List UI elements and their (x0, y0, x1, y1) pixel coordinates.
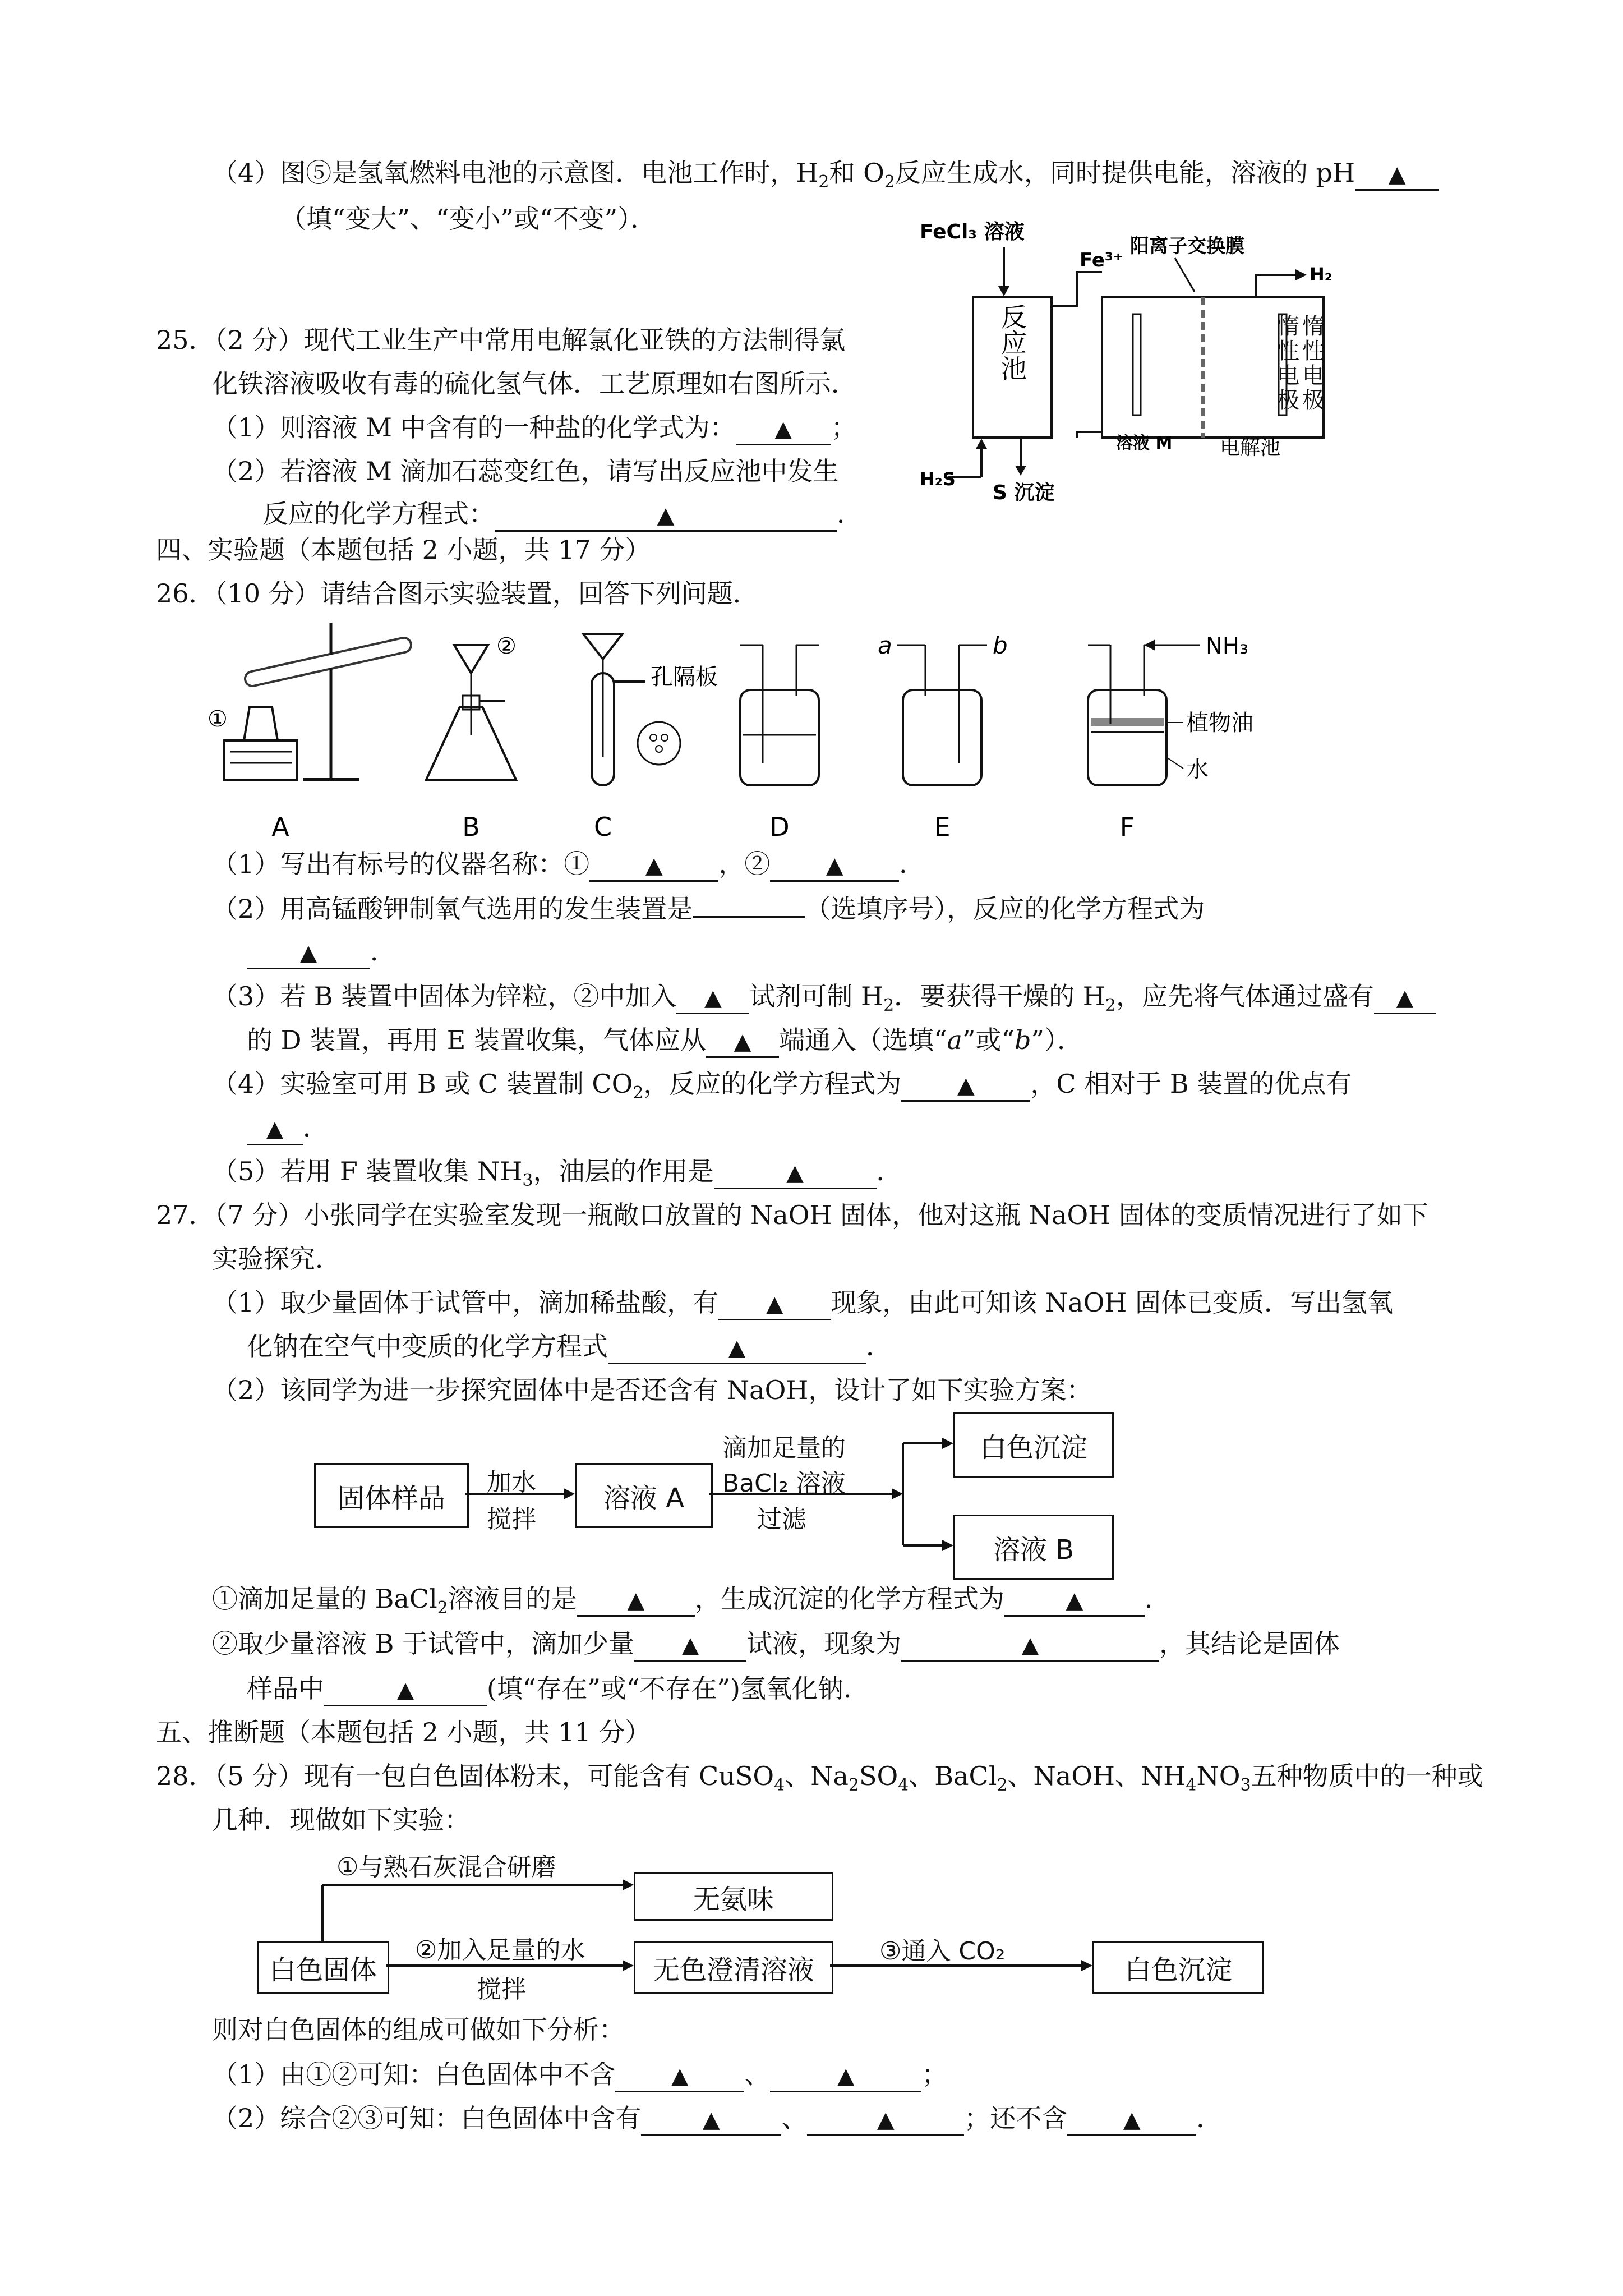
q26-part4: （4）实验室可用 B 或 C 装置制 $CO_2$，反应的化学方程式为 ▲ ，C 相对于 B 装置的优点有 (212, 1069, 1352, 1103)
porous-plate-label: 孔隔板 (651, 664, 718, 690)
label-c: C (593, 812, 612, 842)
answer-blank[interactable]: ▲ (901, 1069, 1030, 1102)
q27-head: 27．（7 分）小张同学在实验室发现一瓶敞口放置的 NaOH 固体，他对这瓶 NaOH 固体的变质情况进行了如下 (156, 1200, 1428, 1230)
h2-label: H₂ (1310, 264, 1332, 285)
inert-electrode-label-1: 惰性电极 (1277, 314, 1299, 413)
flow-step2a: ②加入足量的水 (415, 1936, 585, 1964)
flow-solid-sample: 固体样品 (314, 1463, 469, 1528)
answer-blank[interactable]: ▲ (577, 1584, 695, 1617)
answer-blank[interactable]: ▲ (247, 1113, 303, 1145)
mark-2: ② (496, 633, 517, 659)
q24-4-line1: （4）图⑤是氢氧燃料电池的示意图．电池工作时，$H_2$和 $O_2$反应生成水，同时提供电能，溶液的 pH ▲ (212, 156, 1439, 199)
flow-stir: 搅拌 (487, 1505, 536, 1534)
q26-part3: （3）若 B 装置中固体为锌粒，②中加入 ▲ 试剂可制 $H_2$．要获得干燥的 $H_2$，应先将气体通过盛有 ▲ (212, 979, 1436, 1023)
port-a-label: a (878, 632, 892, 659)
s-ppt-label: S 沉淀 (993, 481, 1055, 504)
port-b-label: b (993, 632, 1008, 659)
answer-blank[interactable]: ▲ (247, 937, 370, 969)
answer-blank[interactable]: ▲ (1374, 982, 1436, 1014)
answer-blank[interactable]: ▲ (676, 982, 749, 1014)
q28-head2: 几种．现做如下实验： (212, 1805, 470, 1835)
q24-4-line2: （填“变大”、“变小”或“不变”）． (280, 204, 657, 234)
answer-blank[interactable]: ▲ (901, 1629, 1159, 1662)
flow-white-ppt-2: 白色沉淀 (1092, 1941, 1264, 1994)
section-4-heading: 四、实验题（本题包括 2 小题，共 17 分） (156, 535, 651, 565)
answer-blank[interactable]: ▲ (770, 849, 899, 882)
q26-part2-cont: ▲ ． (247, 935, 396, 969)
flow-step1: ①与熟石灰混合研磨 (336, 1853, 556, 1881)
flow-white-ppt: 白色沉淀 (953, 1412, 1114, 1478)
answer-blank[interactable]: ▲ (324, 1674, 487, 1706)
flow-add-bacl2-2: BaCl₂ 溶液 (722, 1469, 846, 1498)
answer-blank[interactable]: ▲ (736, 413, 831, 445)
q28-part1: （1）由①②可知：白色固体中不含 ▲ 、 ▲ ； (212, 2058, 947, 2092)
flow-solution-a: 溶液 A (575, 1463, 713, 1528)
flow-white-solid: 白色固体 (257, 1941, 389, 1994)
q25-part2b: 反应的化学方程式： ▲ ． (262, 497, 863, 532)
q25-head: 25．（2 分）现代工业生产中常用电解氯化亚铁的方法制得氯 (156, 325, 846, 355)
fecl3-label: FeCl₃ 溶液 (920, 220, 1025, 243)
q27-part1: （1）取少量固体于试管中，滴加稀盐酸，有 ▲ 现象，由此可知该 NaOH 固体已变质．写出氢氧 (212, 1286, 1393, 1320)
reactor-label: 反应池 (997, 303, 1027, 381)
q28-analysis: 则对白色固体的组成可做如下分析： (212, 2014, 625, 2045)
answer-blank[interactable]: ▲ (1355, 158, 1439, 191)
q25-part2: （2）若溶液 M 滴加石蕊变红色，请写出反应池中发生 (212, 456, 839, 486)
q25-head2: 化铁溶液吸收有毒的硫化氢气体．工艺原理如右图所示． (212, 369, 857, 399)
h2s-label: H₂S (920, 468, 956, 490)
q25-part1: （1）则溶液 M 中含有的一种盐的化学式为： ▲ ； (212, 411, 857, 445)
q26-part2: （2）用高锰酸钾制氧气选用的发生装置是 （选填序号），反应的化学方程式为 (212, 894, 1205, 924)
flow-step2b: 搅拌 (477, 1975, 526, 2004)
flow-add-bacl2-1: 滴加足量的 (722, 1434, 846, 1462)
water-label: 水 (1186, 757, 1209, 783)
q28-head: 28．（5 分）现有一包白色固体粉末，可能含有 CuSO$_4$、$Na_2SO_4$、BaCl$_2$、NaOH、$NH_4NO_3$五种物质中的一种或 (156, 1761, 1483, 1796)
electrolysis-label: 电解池 (1220, 436, 1281, 459)
answer-blank[interactable]: ▲ (589, 849, 718, 882)
q26-part4-cont: ▲ ． (247, 1111, 329, 1145)
answer-blank[interactable]: ▲ (706, 1025, 779, 1058)
flow-clear-solution: 无色澄清溶液 (634, 1941, 833, 1994)
mark-1: ① (208, 706, 228, 732)
q27-part2: （2）该同学为进一步探究固体中是否还含有 NaOH，设计了如下实验方案： (212, 1375, 1092, 1405)
answer-blank[interactable]: ▲ (1004, 1584, 1145, 1617)
label-b: B (462, 812, 480, 842)
flow-solution-b: 溶液 B (953, 1515, 1114, 1580)
answer-blank[interactable]: ▲ (718, 1288, 831, 1320)
q27-step2-cont: 样品中 ▲ (填“存在”或“不存在”)氢氧化钠． (247, 1672, 869, 1706)
inert-electrode-label-2: 惰性电极 (1302, 314, 1325, 413)
membrane-label: 阳离子交换膜 (1130, 235, 1244, 257)
label-a: A (271, 812, 289, 842)
nh3-label: NH₃ (1206, 633, 1249, 659)
q26-head: 26．（10 分）请结合图示实验装置，回答下列问题． (156, 578, 759, 609)
answer-blank[interactable]: ▲ (770, 2060, 921, 2092)
answer-blank[interactable]: ▲ (714, 1157, 877, 1189)
q26-part1: （1）写出有标号的仪器名称：① ▲ ，② ▲ ． (212, 847, 925, 882)
answer-blank[interactable]: ▲ (1067, 2104, 1196, 2136)
q27-part1-cont: 化钠在空气中变质的化学方程式 ▲ ． (247, 1329, 892, 1364)
flow-filter: 过滤 (757, 1505, 806, 1534)
q27-head2: 实验探究． (212, 1244, 341, 1274)
answer-blank[interactable]: ▲ (807, 2104, 964, 2136)
oil-label: 植物油 (1186, 710, 1253, 736)
fe3-label: Fe³⁺ (1080, 249, 1123, 272)
answer-blank[interactable]: ▲ (495, 499, 837, 532)
label-e: E (934, 812, 951, 842)
label-d: D (769, 812, 790, 842)
answer-blank[interactable]: ▲ (634, 1629, 746, 1662)
answer-blank[interactable]: ▲ (641, 2104, 781, 2136)
q26-part3-cont: 的 D 装置，再用 E 装置收集，气体应从 ▲ 端通入（选填“a”或“b”）． (247, 1023, 1083, 1058)
q26-part5: （5）若用 F 装置收集 $NH_3$，油层的作用是 ▲ ． (212, 1156, 902, 1191)
section-5-heading: 五、推断题（本题包括 2 小题，共 11 分） (156, 1717, 651, 1747)
answer-blank[interactable]: ▲ (615, 2060, 744, 2092)
flow-step3: ③通入 CO₂ (879, 1937, 1006, 1966)
q27-step1: ①滴加足量的 BaCl$_2$溶液目的是 ▲ ，生成沉淀的化学方程式为 ▲ ． (212, 1584, 1170, 1618)
flow-no-ammonia: 无氨味 (634, 1872, 833, 1921)
solution-m-label: 溶液 M (1116, 434, 1173, 453)
q27-step2: ②取少量溶液 B 于试管中，滴加少量 ▲ 试液，现象为 ▲ ，其结论是固体 (212, 1627, 1340, 1662)
q28-part2: （2）综合②③可知：白色固体中含有 ▲ 、 ▲ ；还不含 ▲ ． (212, 2101, 1222, 2136)
label-f: F (1119, 812, 1135, 842)
answer-blank[interactable]: ▲ (608, 1332, 866, 1364)
flow-add-water: 加水 (487, 1468, 536, 1497)
